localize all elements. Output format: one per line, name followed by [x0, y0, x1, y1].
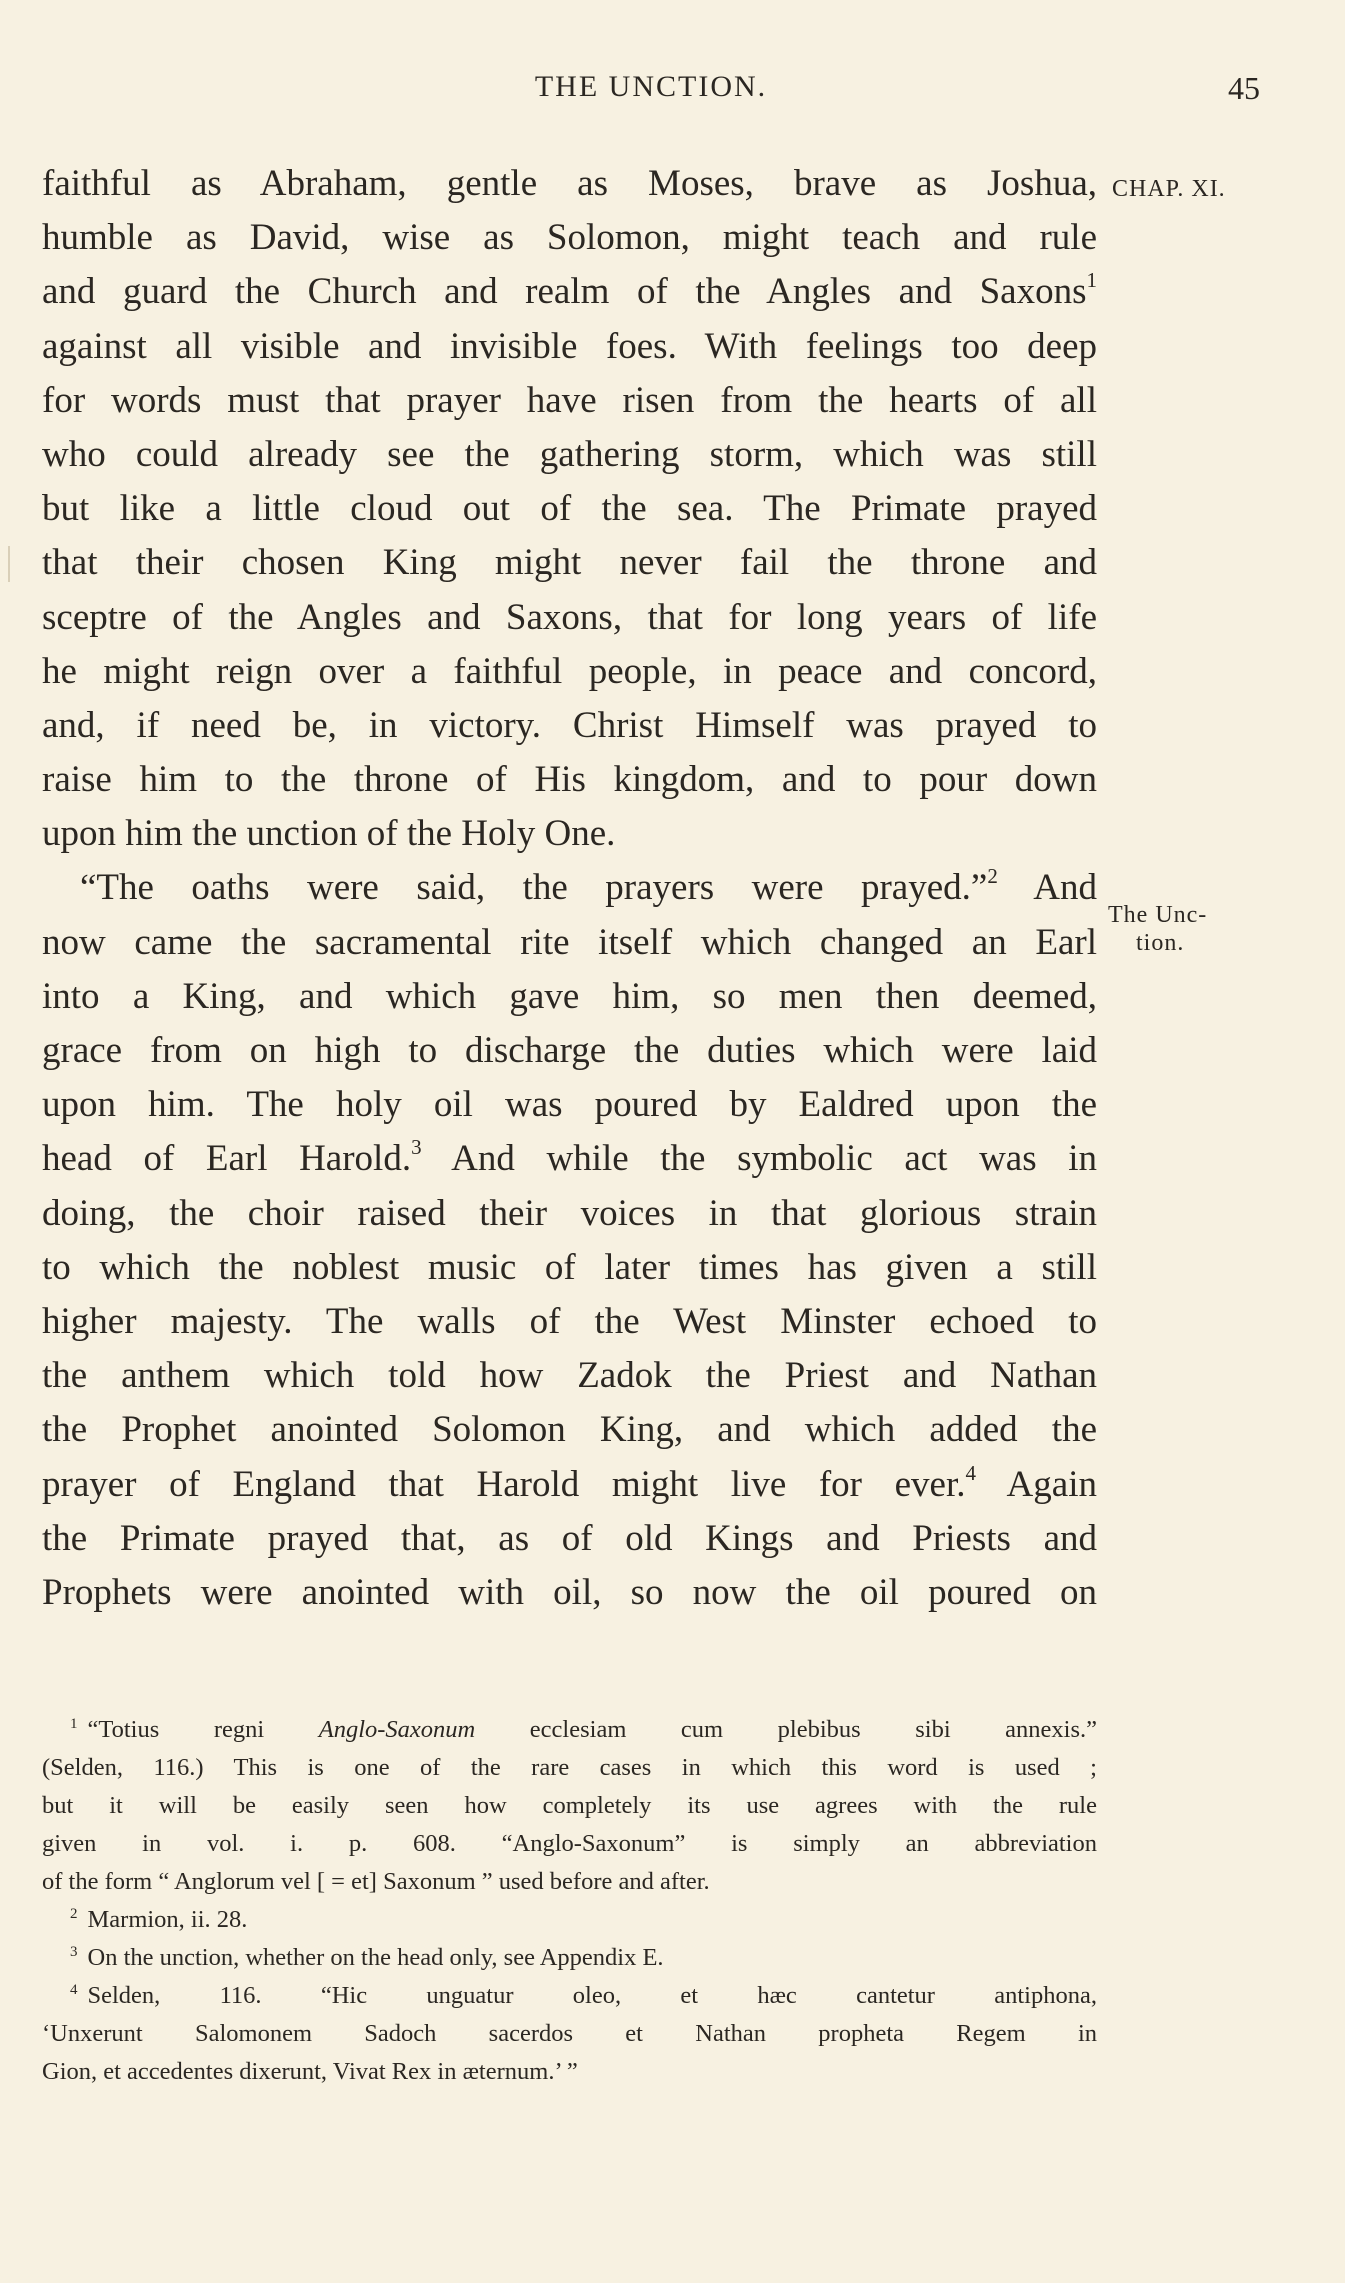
footnote-number: 4: [70, 1982, 78, 1998]
footnote-1-line: of the form “ Anglorum vel [ = et] Saxonum ” used before and after.: [42, 1868, 710, 1895]
text-line: and guard the Church and realm of the Angles and Saxons$^1$: [42, 268, 1097, 313]
footnote-1-line: given in vol. i. p. 608. “Anglo-Saxonum” is simply an abbreviation: [42, 1830, 1097, 1857]
running-head: [42, 70, 1260, 110]
margin-note-unction-line2: tion.: [1136, 930, 1185, 956]
footnote-number: 3: [70, 1944, 78, 1960]
text-line: the anthem which told how Zadok the Priest and Nathan: [42, 1355, 1097, 1397]
text-line: who could already see the gathering storm, which was still: [42, 433, 1097, 475]
text-line: Prophets were anointed with oil, so now the oil poured on: [42, 1571, 1097, 1613]
text-line: he might reign over a faithful people, in peace and concord,: [42, 650, 1097, 692]
footnote-4-line: Gion, et accedentes dixerunt, Vivat Rex in æternum.’ ”: [42, 2058, 578, 2085]
text-line: into a King, and which gave him, so men then deemed,: [42, 975, 1097, 1017]
text-line: the Prophet anointed Solomon King, and which added the: [42, 1409, 1097, 1451]
page-number: 45: [1228, 70, 1260, 106]
text-line: prayer of England that Harold might live for ever.$^4$ Again: [42, 1460, 1097, 1505]
text-line: the Primate prayed that, as of old Kings and Priests and: [42, 1517, 1097, 1559]
margin-note-unction: [1108, 901, 1207, 957]
text-line: doing, the choir raised their voices in that glorious strain: [42, 1192, 1097, 1234]
text-line: against all visible and invisible foes. With feelings too deep: [42, 325, 1097, 367]
margin-note-unction-line1: The Unc-: [1108, 902, 1208, 928]
footnote-4-line: ‘Unxerunt Salomonem Sadoch sacerdos et Nathan propheta Regem in: [42, 2020, 1097, 2047]
scan-artifact: [8, 546, 10, 582]
footnote-1-line: (Selden, 116.) This is one of the rare cases in which this word is used ;: [42, 1754, 1097, 1781]
margin-note-chapter: CHAP. XI.: [1112, 176, 1226, 202]
text-line: upon him. The holy oil was poured by Ealdred upon the: [42, 1084, 1097, 1126]
footnote-ref-4: 4: [965, 1460, 976, 1485]
footnote-1-line: but it will be easily seen how completely its use agrees with the rule: [42, 1792, 1097, 1819]
text-line: but like a little cloud out of the sea. The Primate prayed: [42, 488, 1097, 530]
text-line: that their chosen King might never fail the throne and: [42, 542, 1097, 584]
text-line: faithful as Abraham, gentle as Moses, brave as Joshua,: [42, 163, 1097, 204]
text-line: head of Earl Harold.$^3$ And while the symbolic act was in: [42, 1135, 1097, 1180]
footnote-number: 2: [70, 1906, 78, 1922]
text-line: upon him the unction of the Holy One.: [42, 813, 616, 855]
text-line: for words must that prayer have risen from the hearts of all: [42, 379, 1097, 421]
running-title: THE UNCTION.: [534, 70, 768, 103]
text-line: raise him to the throne of His kingdom, and to pour down: [42, 759, 1097, 801]
footnote-ref-1: 1: [1086, 268, 1097, 293]
text-line: humble as David, wise as Solomon, might teach and rule: [42, 217, 1097, 259]
text-line: higher majesty. The walls of the West Minster echoed to: [42, 1300, 1097, 1342]
text-line: “The oaths were said, the prayers were prayed.”$^2$ And: [80, 864, 1097, 909]
footnote-ref-3: 3: [411, 1135, 422, 1160]
footnote-4: $^4$ Selden, 116. “Hic unguatur oleo, et hæc cantetur antiphona,: [70, 1982, 1097, 2009]
text-line: now came the sacramental rite itself which changed an Earl: [42, 921, 1097, 963]
footnotes: [42, 1711, 1097, 2091]
text-line: and, if need be, in victory. Christ Himself was prayed to: [42, 704, 1097, 746]
text-line: sceptre of the Angles and Saxons, that for long years of life: [42, 596, 1097, 638]
footnote-3: $^3$ On the unction, whether on the head only, see Appendix E.: [70, 1944, 664, 1971]
footnote-2: $^2$ Marmion, ii. 28.: [70, 1906, 248, 1933]
text-line: to which the noblest music of later times has given a still: [42, 1246, 1097, 1288]
body-text: [42, 157, 1097, 1620]
text-line: grace from on high to discharge the duties which were laid: [42, 1030, 1097, 1071]
footnote-ref-2: 2: [987, 864, 998, 889]
footnote-1: $^1$ “Totius regni Anglo-Saxonum ecclesiam cum plebibus sibi annexis.”: [70, 1716, 1098, 1743]
footnote-number: 1: [70, 1716, 78, 1732]
